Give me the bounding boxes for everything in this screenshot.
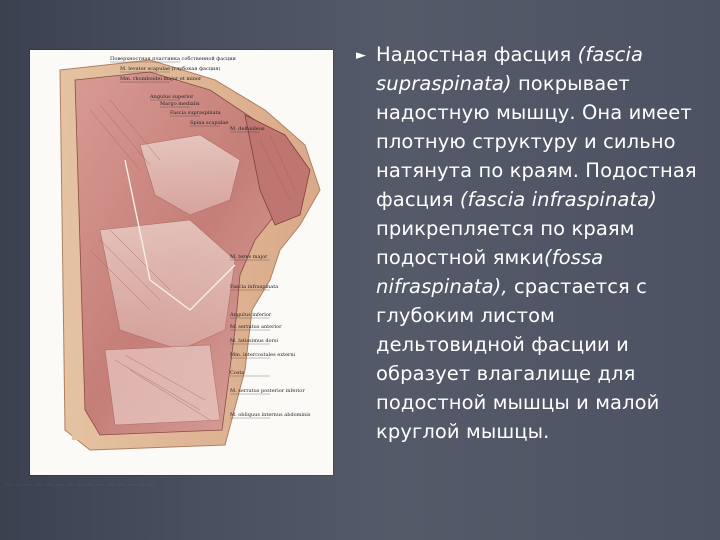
body-paragraph	[376, 40, 706, 446]
latin-term: (fascia supraspinata)	[376, 43, 644, 95]
figure-label: M. serratus anterior	[230, 324, 282, 330]
figure-label: Mm. rhomboidei major et minor	[120, 76, 202, 82]
figure-label: Margo medialis	[160, 101, 200, 107]
anatomy-illustration	[30, 50, 333, 475]
figure-label: Angulus inferior	[230, 312, 272, 318]
latin-term: (fossa nifraspinata),	[376, 246, 604, 298]
figure-label: M. deltoideus	[230, 126, 265, 132]
figure-label: Fascia supraspinata	[170, 110, 221, 116]
background-watermark: ~~~~~~~~~~~~~~~	[4, 478, 158, 491]
figure-label: Costa	[230, 370, 245, 376]
paragraph-text: Надостная фасция	[376, 43, 578, 66]
figure-label: Angulus superior	[150, 94, 194, 100]
figure-label: Spina scapulae	[190, 120, 229, 126]
figure-label: M. levator scapulae (глубокая фасция)	[120, 66, 221, 72]
figure-label: M. obliquus internus abdominis	[230, 412, 311, 418]
figure-label: M. teres major	[230, 254, 268, 260]
paragraph-text: покрывает надостную мышцу. Она имеет плотную структуру и сильно натянута по краям. Подостная фасция	[376, 72, 697, 211]
bullet-icon: ►	[356, 48, 366, 63]
latin-term: (fascia infraspinata)	[459, 188, 657, 211]
figure-label: M. serratus posterior inferior	[230, 388, 305, 394]
figure-label: Mm. intercostales externi	[230, 352, 296, 358]
figure-label: Поверхностная пластинка собственной фасции	[110, 56, 236, 62]
paragraph-text: срастается с глубоким листом дельтовидной фасции и образует влагалище для подостной мышцы и малой круглой мышцы.	[376, 275, 660, 443]
figure-label: M. latissimus dorsi	[230, 338, 279, 344]
paragraph-text: прикрепляется по краям подостной ямки	[376, 217, 635, 269]
figure-label: Fascia infraspinata	[230, 284, 279, 290]
